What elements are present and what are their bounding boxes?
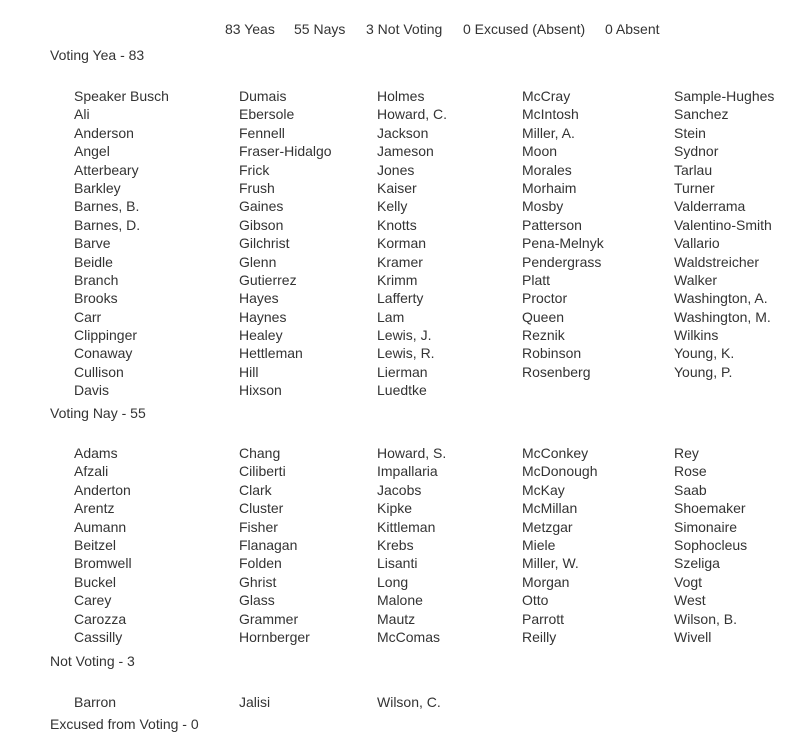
member-name: Korman — [377, 235, 427, 252]
member-name: Miller, A. — [522, 124, 575, 141]
member-name: Krebs — [377, 536, 414, 553]
name-column — [522, 87, 604, 381]
name-column — [377, 693, 441, 711]
member-name: Rosenberg — [522, 363, 591, 380]
member-name: Hayes — [239, 290, 279, 307]
member-name: Krimm — [377, 271, 418, 288]
member-name: Sydnor — [674, 143, 719, 160]
member-name: Hornberger — [239, 628, 310, 645]
member-name: Jameson — [377, 143, 434, 160]
member-name: Arentz — [74, 500, 115, 517]
member-name: Wilkins — [674, 327, 719, 344]
name-column — [239, 444, 310, 646]
member-name: Beidle — [74, 253, 113, 270]
member-name: Hill — [239, 363, 259, 380]
member-name: Barnes, D. — [74, 216, 141, 233]
member-name: Ali — [74, 106, 90, 123]
member-name: Carr — [74, 308, 102, 325]
name-column — [74, 693, 116, 711]
member-name: McConkey — [522, 445, 589, 461]
member-name: Barkley — [74, 179, 121, 196]
member-name: Davis — [74, 382, 110, 399]
member-name: Fraser-Hidalgo — [239, 143, 332, 160]
member-name: Shoemaker — [674, 500, 746, 517]
member-name: Washington, A. — [674, 290, 768, 307]
member-name: Long — [377, 573, 409, 590]
member-name: Conaway — [74, 345, 133, 362]
member-name: Reilly — [522, 628, 557, 645]
member-name: Rose — [674, 463, 707, 480]
summary-nays: 55 Nays — [294, 21, 346, 37]
member-name: Angel — [74, 143, 110, 160]
member-name: Wilson, C. — [377, 694, 441, 710]
member-name: Clippinger — [74, 327, 138, 344]
member-name: Lewis, J. — [377, 327, 432, 344]
member-name: Mautz — [377, 610, 416, 627]
name-column — [522, 444, 598, 646]
member-name: Kipke — [377, 500, 413, 517]
member-name: Mosby — [522, 198, 564, 215]
member-name: Kaiser — [377, 179, 417, 196]
member-name: Gaines — [239, 198, 284, 215]
member-name: Cullison — [74, 363, 124, 380]
member-name: Waldstreicher — [674, 253, 760, 270]
member-name: Speaker Busch — [74, 88, 169, 104]
member-name: Hixson — [239, 382, 282, 399]
member-name: Afzali — [74, 463, 109, 480]
member-name: Barve — [74, 235, 111, 252]
member-name: Beitzel — [74, 536, 117, 553]
member-name: Chang — [239, 445, 281, 461]
member-name: Fisher — [239, 518, 278, 535]
member-name: McKay — [522, 481, 565, 498]
member-name: Szeliga — [674, 555, 720, 572]
member-name: Lisanti — [377, 555, 418, 572]
member-name: Cassilly — [74, 628, 123, 645]
member-name: Gibson — [239, 216, 284, 233]
member-name: Cluster — [239, 500, 284, 517]
member-name: Glass — [239, 592, 275, 609]
member-name: McComas — [377, 628, 441, 645]
member-name: Wilson, B. — [674, 610, 738, 627]
member-name: Brooks — [74, 290, 118, 307]
member-name: Morgan — [522, 573, 570, 590]
member-name: Holmes — [377, 88, 425, 104]
name-column — [377, 87, 447, 400]
member-name: Stein — [674, 124, 706, 141]
member-name: Folden — [239, 555, 282, 572]
member-name: Washington, M. — [674, 308, 771, 325]
member-name: Miele — [522, 536, 556, 553]
member-name: Ciliberti — [239, 463, 286, 480]
member-name: Valderrama — [674, 198, 746, 215]
member-name: Metzgar — [522, 518, 573, 535]
member-name: Ebersole — [239, 106, 295, 123]
member-name: Jalisi — [239, 694, 271, 710]
member-name: Fennell — [239, 124, 285, 141]
member-name: Barnes, B. — [74, 198, 140, 215]
section-title-nay: Voting Nay - 55 — [50, 405, 146, 421]
member-name: Patterson — [522, 216, 582, 233]
member-name: Young, P. — [674, 363, 733, 380]
member-name: Wivell — [674, 628, 712, 645]
summary-yeas: 83 Yeas — [225, 21, 275, 37]
member-name: Reznik — [522, 327, 565, 344]
member-name: Jackson — [377, 124, 429, 141]
member-name: Robinson — [522, 345, 582, 362]
member-name: Atterbeary — [74, 161, 139, 178]
member-name: Parrott — [522, 610, 565, 627]
section-title-not-voting: Not Voting - 3 — [50, 653, 135, 669]
member-name: Pena-Melnyk — [522, 235, 604, 252]
member-name: Anderson — [74, 124, 134, 141]
name-column — [674, 87, 774, 381]
member-name: Gutierrez — [239, 271, 297, 288]
member-name: Moon — [522, 143, 558, 160]
member-name: Barron — [74, 694, 117, 710]
member-name: Otto — [522, 592, 549, 609]
member-name: Vallario — [674, 235, 720, 252]
member-name: Impallaria — [377, 463, 438, 480]
member-name: Bromwell — [74, 555, 132, 572]
member-name: Jones — [377, 161, 415, 178]
name-column — [674, 444, 747, 646]
member-name: McCray — [522, 88, 571, 104]
member-name: Adams — [74, 445, 118, 461]
member-name: Sophocleus — [674, 536, 748, 553]
member-name: Luedtke — [377, 382, 427, 399]
member-name: West — [674, 592, 706, 609]
summary-not-voting: 3 Not Voting — [366, 21, 443, 37]
member-name: McMillan — [522, 500, 578, 517]
member-name: Kittleman — [377, 518, 436, 535]
member-name: Haynes — [239, 308, 287, 325]
name-column — [239, 87, 332, 400]
member-name: Grammer — [239, 610, 299, 627]
member-name: Knotts — [377, 216, 417, 233]
member-name: Carozza — [74, 610, 127, 627]
name-column — [377, 444, 446, 646]
member-name: Glenn — [239, 253, 277, 270]
member-name: Sanchez — [674, 106, 729, 123]
member-name: Malone — [377, 592, 423, 609]
member-name: Miller, W. — [522, 555, 579, 572]
name-column — [239, 693, 270, 711]
member-name: Saab — [674, 481, 707, 498]
member-name: Branch — [74, 271, 119, 288]
member-name: Tarlau — [674, 161, 713, 178]
member-name: Howard, S. — [377, 445, 447, 461]
member-name: Aumann — [74, 518, 127, 535]
member-name: Young, K. — [674, 345, 735, 362]
member-name: Valentino-Smith — [674, 216, 772, 233]
summary-absent: 0 Absent — [605, 21, 660, 37]
member-name: Lam — [377, 308, 405, 325]
member-name: Lafferty — [377, 290, 424, 307]
name-column — [74, 444, 132, 646]
member-name: Proctor — [522, 290, 568, 307]
member-name: Lierman — [377, 363, 428, 380]
member-name: Healey — [239, 327, 283, 344]
member-name: Pendergrass — [522, 253, 602, 270]
member-name: Ghrist — [239, 573, 277, 590]
member-name: McIntosh — [522, 106, 579, 123]
member-name: Platt — [522, 271, 551, 288]
name-column — [74, 87, 169, 400]
member-name: Clark — [239, 481, 272, 498]
member-name: Kelly — [377, 198, 408, 215]
member-name: Kramer — [377, 253, 423, 270]
member-name: Queen — [522, 308, 565, 325]
member-name: Rey — [674, 445, 699, 461]
member-name: Sample-Hughes — [674, 88, 775, 104]
member-name: Turner — [674, 179, 715, 196]
section-title-excused: Excused from Voting - 0 — [50, 716, 199, 732]
member-name: Morhaim — [522, 179, 577, 196]
summary-excused: 0 Excused (Absent) — [463, 21, 586, 37]
member-name: McDonough — [522, 463, 598, 480]
member-name: Simonaire — [674, 518, 738, 535]
member-name: Morales — [522, 161, 572, 178]
member-name: Frush — [239, 179, 275, 196]
member-name: Dumais — [239, 88, 287, 104]
member-name: Howard, C. — [377, 106, 448, 123]
member-name: Frick — [239, 161, 270, 178]
member-name: Gilchrist — [239, 235, 290, 252]
section-title-yea: Voting Yea - 83 — [50, 47, 145, 63]
member-name: Buckel — [74, 573, 117, 590]
member-name: Hettleman — [239, 345, 303, 362]
member-name: Jacobs — [377, 481, 422, 498]
member-name: Vogt — [674, 573, 703, 590]
member-name: Anderton — [74, 481, 131, 498]
member-name: Lewis, R. — [377, 345, 435, 362]
member-name: Flanagan — [239, 536, 298, 553]
member-name: Walker — [674, 271, 718, 288]
member-name: Carey — [74, 592, 112, 609]
